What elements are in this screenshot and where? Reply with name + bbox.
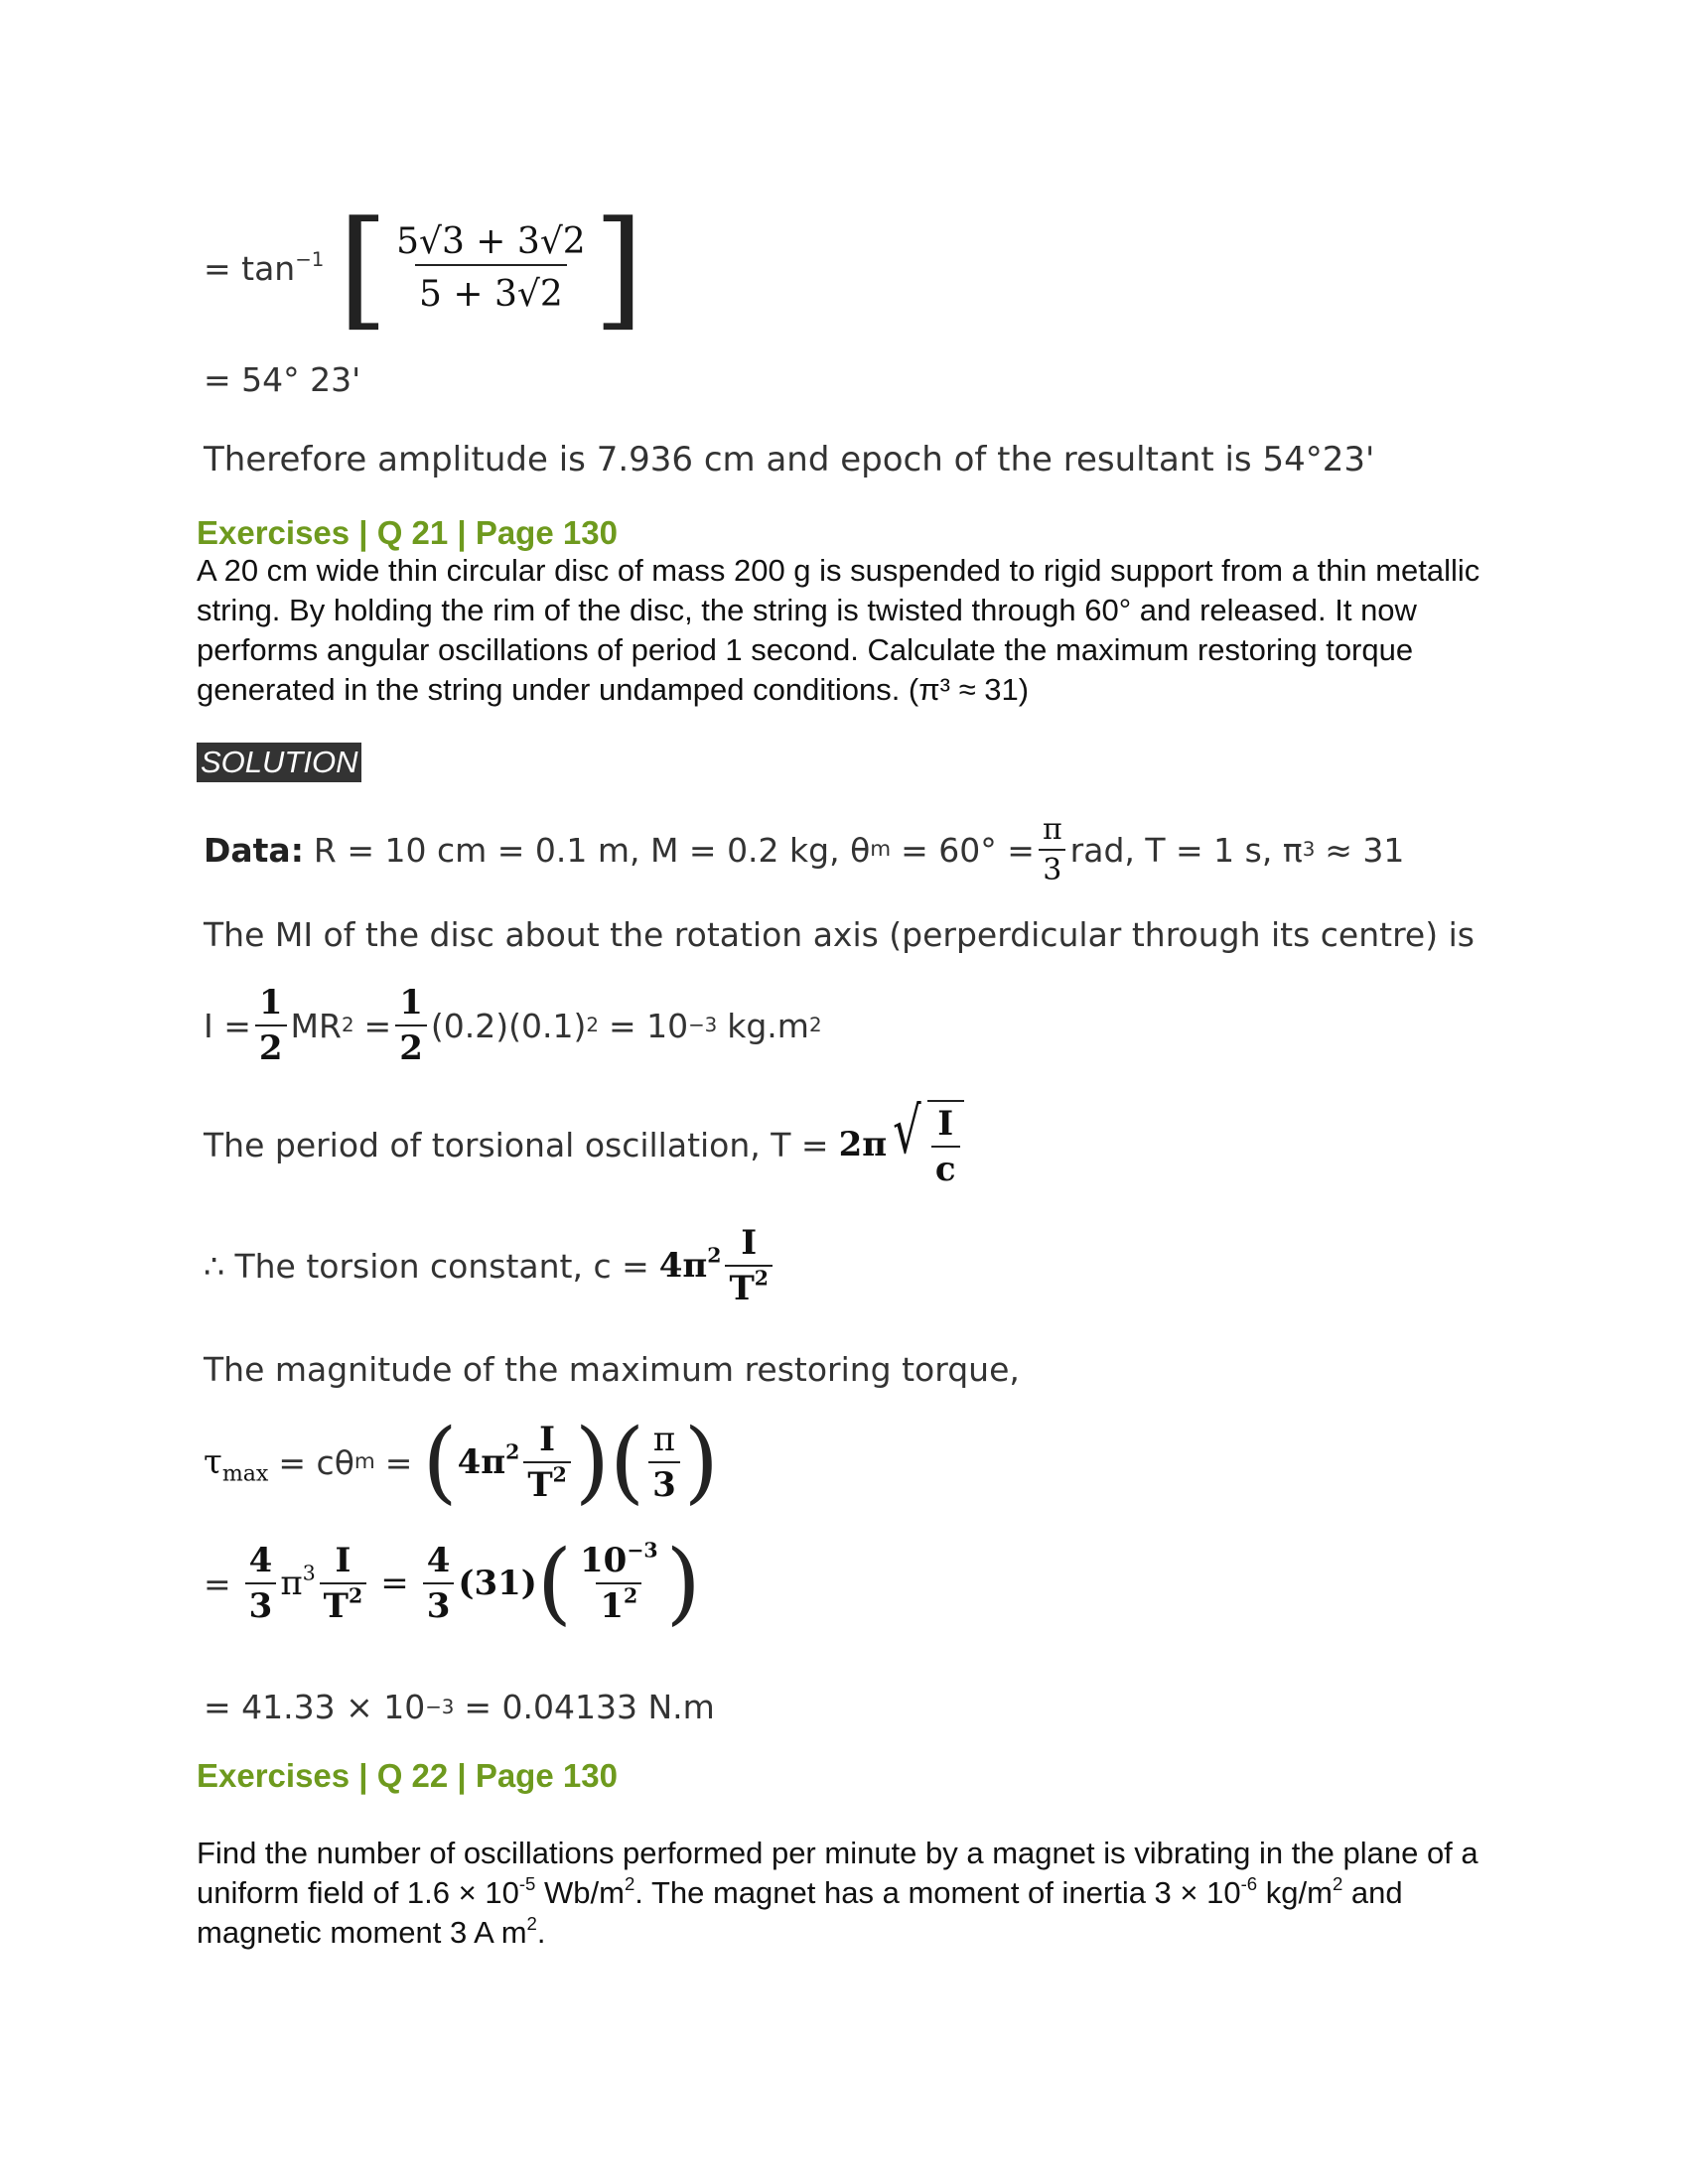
tau-3: 3 (648, 1461, 680, 1505)
l2-3: 3 (245, 1582, 277, 1626)
half-den: 2 (255, 1024, 287, 1068)
sqrt-icon: √ (893, 1095, 921, 1168)
l2-10-over-1 (576, 1538, 662, 1626)
right-bracket: ] (593, 193, 644, 343)
data-label: Data: (204, 830, 304, 870)
tau-pi-over-3 (648, 1420, 680, 1505)
l2-pi: π (280, 1564, 303, 1603)
q22-question-text: Find the number of oscillations performed per minute by a magnet is vibrating in the plane of a uniform field of $1.6 \times 10^{-5}$ $Wb/m^2$. The magnet has a moment of inertia $3 \times 10^{-6}$ $kg/m^2$ and magnetic moment 3 A $m^2$. (197, 1836, 1478, 1950)
l2-den: 1 (600, 1586, 625, 1626)
data-eq60: = 60° = (901, 830, 1035, 870)
sqrt-num: I (937, 1104, 954, 1144)
tan-numerator: 5√3 + 3√2 (396, 221, 586, 262)
final-result: = 41.33 × 10 −3 = 0.04133 N.m (204, 1688, 715, 1726)
pi-over-3 (1039, 812, 1066, 887)
l2-i-over-t2 (320, 1541, 367, 1626)
torsion-sup: 2 (707, 1243, 722, 1268)
moment-of-inertia-equation: I = $\frac{1}{2}$ MR 2 = $\frac{1}{2}$ (0.2)(0.1) 2 = 10 −3 kg.m 2 (204, 983, 822, 1068)
l2-T: T (323, 1586, 349, 1626)
i-eq: I = (204, 1006, 251, 1045)
l2-31: (31) (458, 1564, 537, 1603)
half-num: 1 (258, 983, 283, 1023)
l2-den-sup: 2 (624, 1583, 638, 1608)
l2-3b: 3 (423, 1582, 455, 1626)
torsion-4pi: 4π (658, 1246, 708, 1286)
conclusion-text: Therefore amplitude is 7.936 cm and epoch of the resultant is 54°23' (204, 440, 1375, 479)
i-eq2: = (363, 1006, 392, 1045)
tau-frac-num: I (539, 1420, 556, 1459)
torsion-text: ∴ The torsion constant, c = (204, 1246, 649, 1286)
tau-sub: max (221, 1460, 269, 1487)
data-values: R = 10 cm = 0.1 m, M = 0.2 kg, θ (313, 830, 871, 870)
tau-4pi-sup: 2 (505, 1439, 520, 1464)
l2-num: 10 (579, 1541, 628, 1580)
mr-term: MR (290, 1006, 342, 1045)
mi-text: The MI of the disc about the rotation axis (perperdicular through its centre) is (204, 915, 1475, 954)
right-paren-3: ) (665, 1531, 701, 1635)
q21-heading: Exercises | Q 21 | Page 130 (197, 514, 618, 551)
final-b: = 0.04133 N.m (464, 1688, 715, 1726)
half-num-2: 1 (399, 983, 423, 1023)
i-result: = 10 (608, 1006, 689, 1045)
l2-4b: 4 (426, 1541, 451, 1580)
half-fraction-2 (395, 983, 427, 1068)
tau-max-equation: $\tau_{max}$ = cθ m = ( $4\pi^2$ $\frac{I}{T^2}$ ) ( $\frac{\pi}{3}$ ) (204, 1410, 719, 1514)
l2-num-sup: −3 (627, 1538, 658, 1563)
data-rest: rad, T = 1 s, π (1069, 830, 1303, 870)
tau-symbol: τ (204, 1442, 222, 1482)
tau-eq: = cθ (278, 1442, 354, 1482)
left-paren-3: ( (536, 1531, 572, 1635)
torsion-num: I (741, 1223, 758, 1263)
right-paren-2: ) (683, 1410, 719, 1514)
four-thirds-2 (423, 1541, 455, 1626)
tan-sup: −1 (295, 247, 325, 271)
i-over-t2 (725, 1223, 773, 1308)
half-fraction (255, 983, 287, 1068)
right-paren-1: ) (574, 1410, 610, 1514)
period-equation (204, 1095, 964, 1189)
l2-pi-sup: 3 (302, 1561, 316, 1585)
torsion-den: T (729, 1269, 755, 1308)
tau-pi: π (652, 1420, 676, 1459)
tau-4pi: 4π (457, 1442, 506, 1482)
l2-eq2: = (380, 1564, 409, 1603)
tan-fraction (392, 221, 590, 315)
data-line: Data: R = 10 cm = 0.1 m, M = 0.2 kg, θ m = 60° = $\frac{\pi}{3}$ rad, T = 1 s, π 3 ≈ 31 (204, 812, 1405, 887)
left-bracket: [ (338, 193, 389, 343)
period-text: The period of torsional oscillation, T = (204, 1125, 829, 1164)
left-paren-1: ( (422, 1410, 458, 1514)
torque-line-2 (204, 1531, 701, 1635)
tan-inverse-equation (204, 193, 644, 343)
torsion-den-sup: 2 (754, 1266, 769, 1291)
three-den: 3 (1039, 849, 1065, 887)
pi-num: π (1042, 812, 1062, 847)
half-den-2: 2 (395, 1024, 427, 1068)
q22-heading: Exercises | Q 22 | Page 130 (197, 1757, 618, 1794)
tau-i-over-t2 (523, 1420, 571, 1505)
tau-eq2: = (384, 1442, 413, 1482)
solution-label: SOLUTION (197, 743, 361, 782)
l2-4: 4 (248, 1541, 273, 1580)
i-unit: kg.m (727, 1006, 809, 1045)
four-thirds (245, 1541, 277, 1626)
final-a: = 41.33 × 10 (204, 1688, 426, 1726)
tau-frac-den-sup: 2 (552, 1462, 567, 1487)
angle-result: = 54° 23' (204, 360, 361, 399)
sqrt-den: c (931, 1146, 960, 1189)
two-pi: 2π (838, 1125, 888, 1164)
l2-I: I (335, 1541, 352, 1580)
torsion-constant-equation (204, 1223, 776, 1308)
l2-T-sup: 2 (348, 1583, 363, 1608)
tan-denominator: 5 + 3√2 (415, 264, 567, 315)
l2-eq: = (204, 1564, 231, 1603)
sqrt-i-over-c (887, 1095, 963, 1189)
tan-prefix: = tan (204, 248, 296, 288)
torque-text: The magnitude of the maximum restoring torque, (204, 1350, 1020, 1389)
i-values: (0.2)(0.1) (430, 1006, 587, 1045)
tau-frac-den: T (527, 1465, 553, 1505)
q21-question-text: A 20 cm wide thin circular disc of mass 200 g is suspended to rigid support from a thin metallic string. By holding the rim of the disc, the string is twisted through 60° and released. It now performs angular oscillations of period 1 second. Calculate the maximum restoring torque generated in the string under undamped conditions. (π³ ≈ 31) (197, 553, 1480, 707)
left-paren-2: ( (609, 1410, 645, 1514)
data-rest-end: ≈ 31 (1325, 830, 1405, 870)
